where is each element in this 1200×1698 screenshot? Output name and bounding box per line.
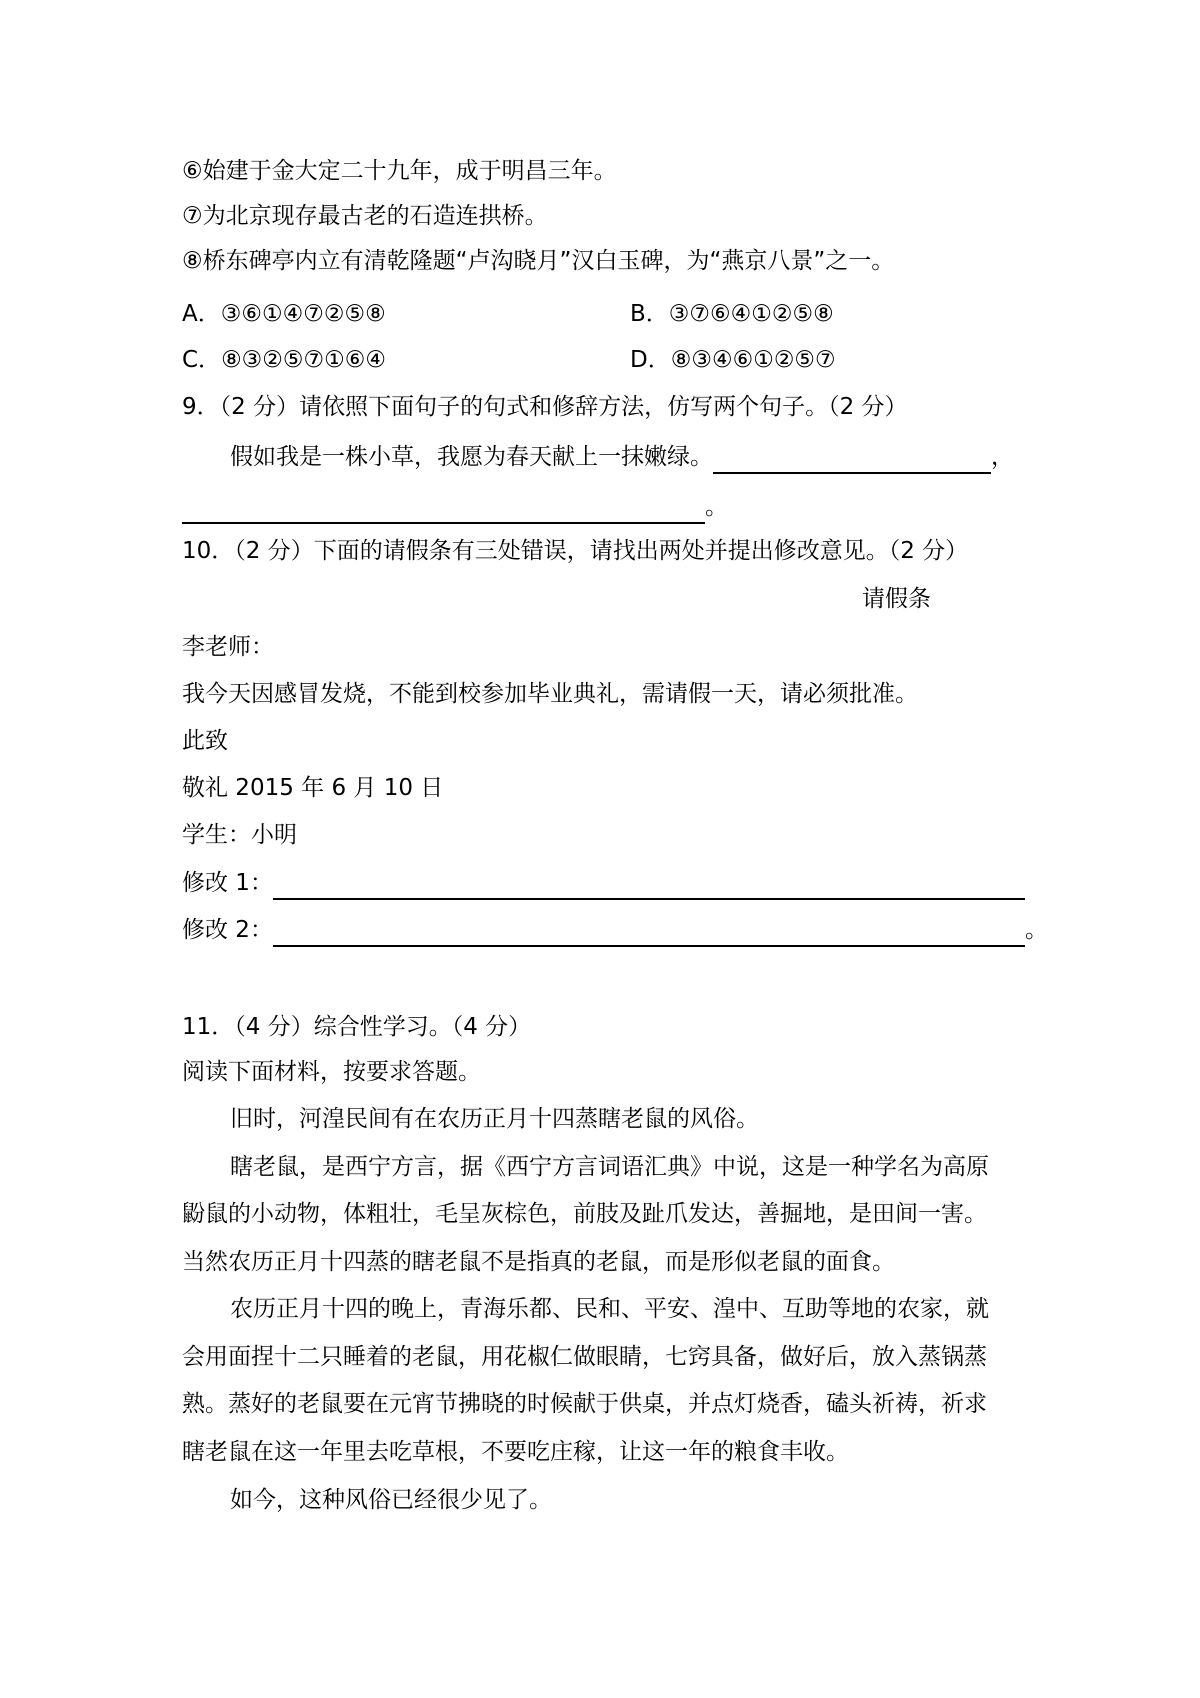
q8-item-6: ⑥始建于金大定二十九年，成于明昌三年。 [182,158,617,184]
fix-1-blank[interactable] [273,872,1025,900]
q8-option-d[interactable] [630,343,836,377]
note-closing-2: 敬礼 2015 年 6 月 10 日 [182,775,444,801]
note-signature: 学生：小明 [182,822,297,848]
material-paragraph-3-line-4: 瞎老鼠在这一年里去吃草根，不要吃庄稼，让这一年的粮食丰收。 [182,1439,849,1465]
q8-option-c[interactable] [182,343,386,377]
fix-2-blank[interactable] [273,919,1025,947]
material-paragraph-3-line-2: 会用面捏十二只睡着的老鼠，用花椒仁做眼睛，七窍具备，做好后，放入蒸锅蒸 [182,1344,987,1370]
fix-2-line [182,913,1048,947]
q8-option-a[interactable] [182,297,386,331]
note-body: 我今天因感冒发烧，不能到校参加毕业典礼，需请假一天，请必须批准。 [182,681,918,707]
q8-item-7: ⑦为北京现存最古老的石造连拱桥。 [182,203,548,229]
q9-answer-blank-1[interactable] [713,446,991,474]
q8-option-b[interactable] [630,297,834,331]
q11-instruction: 阅读下面材料，按要求答题。 [182,1059,481,1085]
note-closing-1: 此致 [182,728,228,754]
option-label: B． [630,301,669,327]
q10-stem: 10．（2 分）下面的请假条有三处错误，请找出两处并提出修改意见。（2 分） [182,538,969,564]
q9-example-line [230,440,1014,474]
fix-1-label: 修改 1： [182,870,273,896]
material-paragraph-3-line-3: 熟。蒸好的老鼠要在元宵节拂晓的时候献于供桌，并点灯烧香，磕头祈祷，祈求 [182,1391,987,1417]
note-title: 请假条 [862,586,931,612]
material-paragraph-4: 如今，这种风俗已经很少见了。 [230,1487,552,1513]
option-text: ③⑦⑥④①②⑤⑧ [668,301,834,327]
note-salutation: 李老师： [182,634,274,660]
q9-answer-blank-2[interactable] [182,496,705,524]
material-paragraph-1: 旧时，河湟民间有在农历正月十四蒸瞎老鼠的风俗。 [230,1106,759,1132]
material-paragraph-2-line-3: 当然农历正月十四蒸的瞎老鼠不是指真的老鼠，而是形似老鼠的面食。 [182,1249,895,1275]
fix-2-label: 修改 2： [182,917,273,943]
fix-1-line [182,866,1025,900]
q11-stem: 11．（4 分）综合性学习。（4 分） [182,1014,532,1040]
option-label: D． [630,347,671,373]
material-paragraph-2-line-2: 鼢鼠的小动物，体粗壮，毛呈灰棕色，前肢及趾爪发达，善掘地，是田间一害。 [182,1201,987,1227]
q8-item-8: ⑧桥东碑亭内立有清乾隆题“卢沟晓月”汉白玉碑，为“燕京八景”之一。 [182,248,895,274]
q9-stem: 9．（2 分）请依照下面句子的句式和修辞方法，仿写两个句子。（2 分） [182,394,908,420]
q9-period: 。 [705,494,728,520]
q9-example: 假如我是一株小草，我愿为春天献上一抹嫩绿。 [230,444,713,470]
material-paragraph-3-line-1: 农历正月十四的晚上，青海乐都、民和、平安、湟中、互助等地的农家，就 [230,1296,989,1322]
q9-comma: ， [991,444,1014,470]
material-paragraph-2-line-1: 瞎老鼠，是西宁方言，据《西宁方言词语汇典》中说，这是一种学名为高原 [230,1154,989,1180]
option-label: A． [182,301,221,327]
option-text: ③⑥①④⑦②⑤⑧ [220,301,386,327]
fix-2-end: 。 [1024,917,1048,943]
q9-second-line [182,490,728,524]
option-label: C． [182,347,222,373]
option-text: ⑧③②⑤⑦①⑥④ [221,347,387,373]
option-text: ⑧③④⑥①②⑤⑦ [670,347,836,373]
